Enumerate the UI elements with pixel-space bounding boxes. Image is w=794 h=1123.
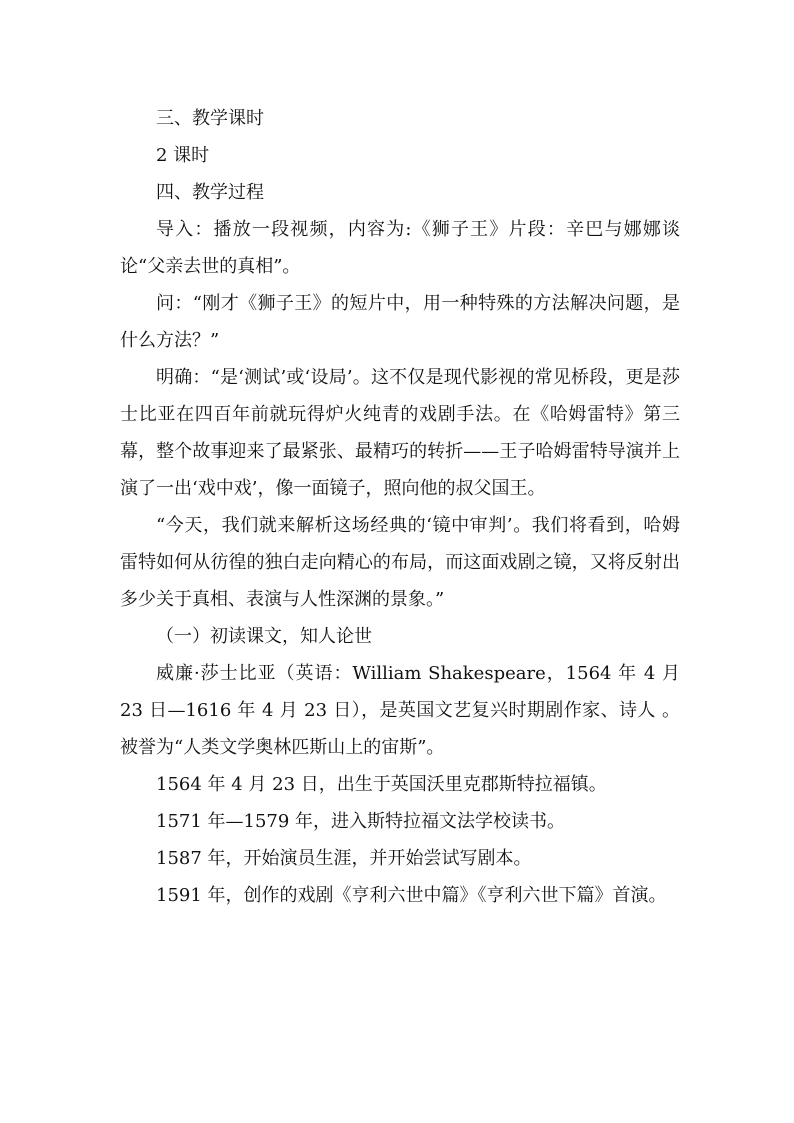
timeline-item-1591: 1591 年，创作的戏剧《亨利六世中篇》《亨利六世下篇》首演。 <box>156 885 667 906</box>
paragraph-question: 问：“刚才《狮子王》的短片中，用一种特殊的方法解决问题，是什么方法？” <box>120 293 680 351</box>
timeline-item-1587: 1587 年，开始演员生涯，并开始尝试写剧本。 <box>156 848 532 869</box>
document-body <box>120 100 680 914</box>
class-hours-value: 2 课时 <box>156 145 210 166</box>
paragraph-today: “今天，我们就来解析这场经典的‘镜中审判’。我们将看到，哈姆雷特如何从彷徨的独白走向精心的布局，而这面戏剧之镜，又将反射出多少关于真相、表演与人性深渊的景象。” <box>120 515 680 610</box>
timeline-item-1564: 1564 年 4 月 23 日，出生于英国沃里克郡斯特拉福镇。 <box>156 774 607 795</box>
section-heading-class-hours: 三、教学课时 <box>156 108 264 129</box>
paragraph-clarification: 明确：“是‘测试’或‘设局’。这不仅是现代影视的常见桥段，更是莎士比亚在四百年前就玩得炉火纯青的戏剧手法。在《哈姆雷特》第三幕，整个故事迎来了最紧张、最精巧的转折——王子哈姆雷特导演并上演了一出‘戏中戏’，像一面镜子，照向他的叔父国王。 <box>120 367 680 499</box>
paragraph-shakespeare-bio: 威廉·莎士比亚（英语：William Shakespeare，1564 年 4 月 23 日—1616 年 4 月 23 日），是英国文艺复兴时期剧作家、诗人 。被誉为“人类文学奥林匹斯山上的宙斯”。 <box>120 663 680 758</box>
timeline-item-1571: 1571 年—1579 年，进入斯特拉福文法学校读书。 <box>156 811 566 832</box>
subsection-heading-first-reading: （一）初读课文，知人论世 <box>156 626 372 647</box>
section-heading-teaching-process: 四、教学过程 <box>156 182 264 203</box>
paragraph-introduction: 导入：播放一段视频，内容为:《狮子王》片段：辛巴与娜娜谈论“父亲去世的真相”。 <box>120 219 680 277</box>
